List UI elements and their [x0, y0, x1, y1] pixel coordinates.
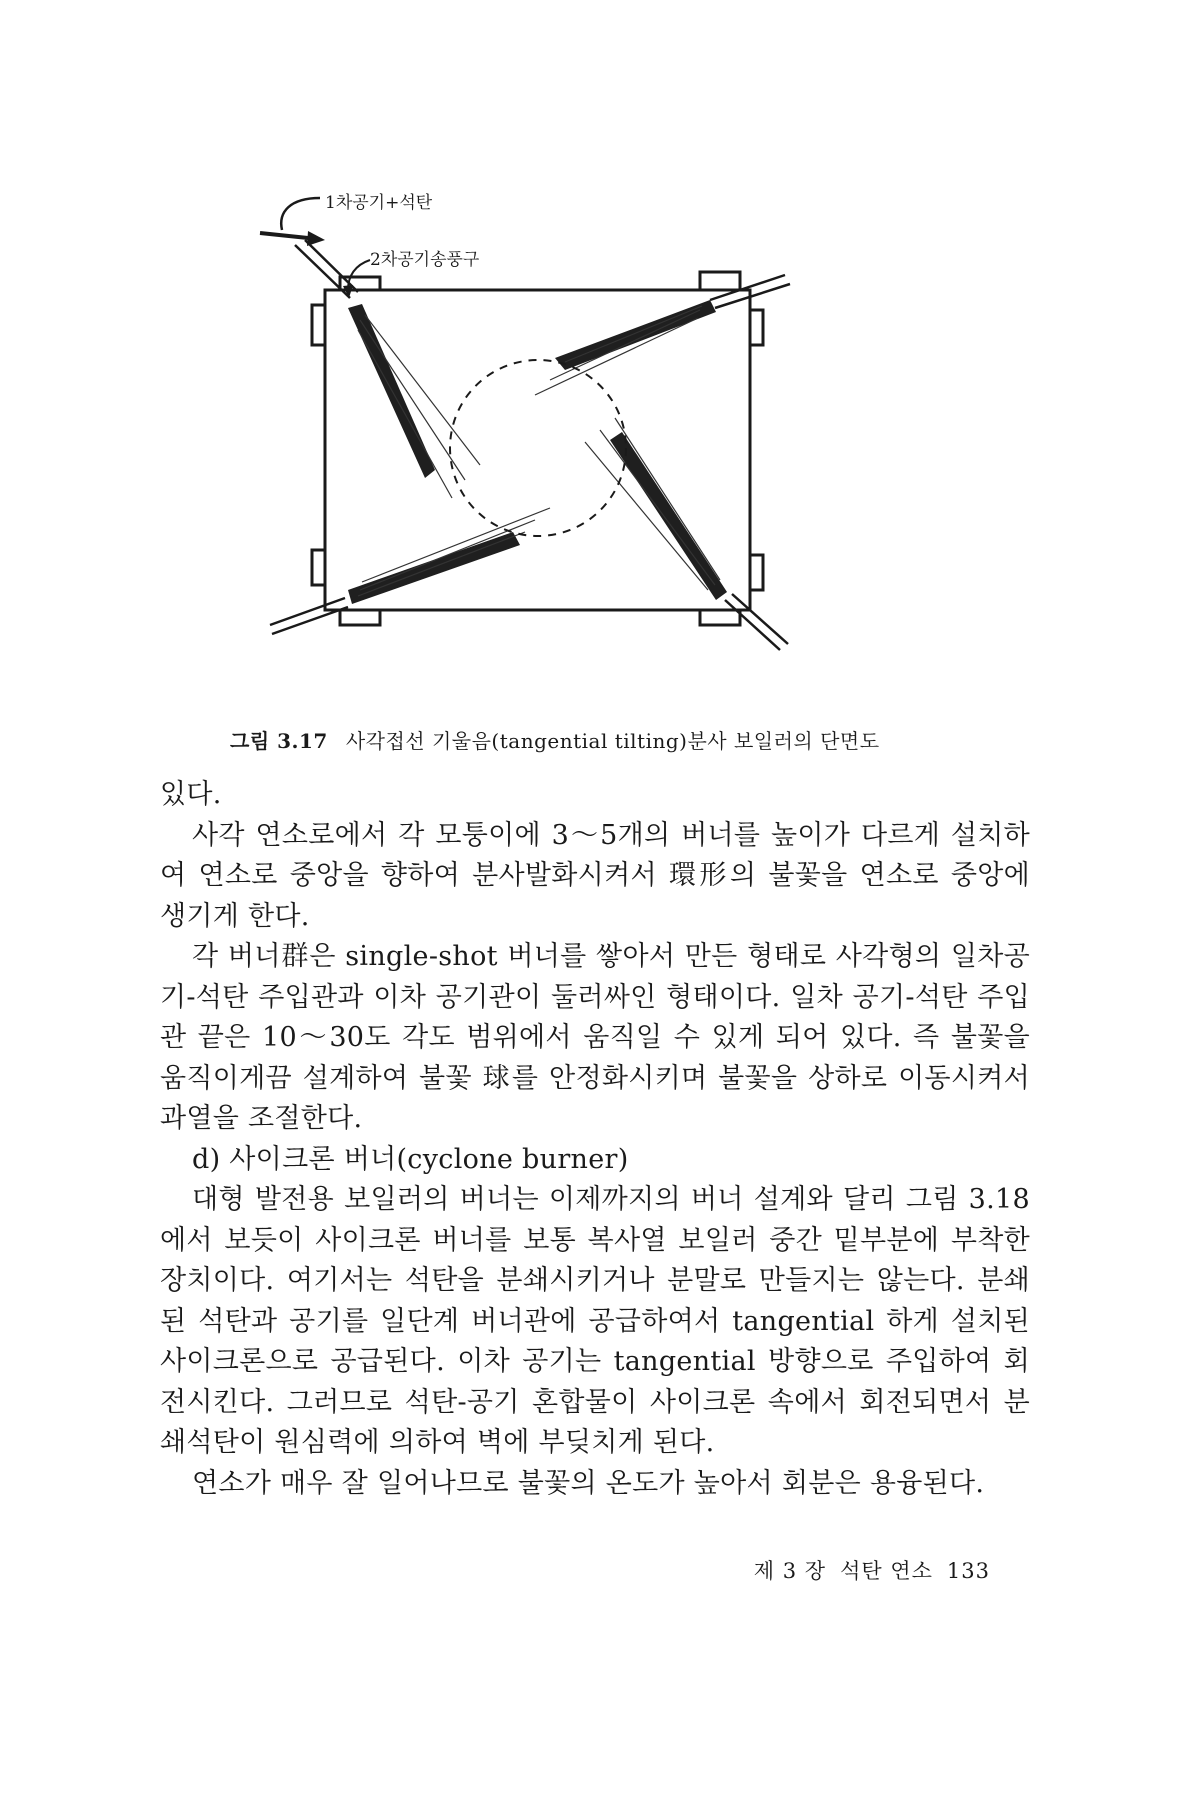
page-footer: [740, 1555, 990, 1585]
secondary-air-port-label: 2차공기송풍구: [370, 250, 480, 270]
burner-housing-bottom-right: [750, 555, 763, 590]
furnace-wall: [325, 290, 750, 610]
boiler-cross-section-figure: [230, 180, 930, 720]
curved-arrow-line: [281, 198, 320, 230]
nozzle-pipe-bottom-right: [725, 594, 788, 650]
page-number: 133: [946, 1559, 990, 1583]
flame-streaks: [358, 306, 720, 596]
burner-housing-bottom-left-b: [340, 610, 380, 625]
paragraph-ash-melting: 연소가 매우 잘 일어나므로 불꽃의 온도가 높아서 회분은 용융된다.: [192, 1467, 985, 1499]
footer-chapter: 제 3 장: [753, 1559, 827, 1583]
nozzle-pipe-bottom-left: [270, 598, 348, 634]
burner-housing-top-right: [700, 272, 740, 290]
footer-title: 석탄 연소: [840, 1559, 933, 1583]
burner-housing-top-left: [312, 305, 325, 345]
figure-caption-text: 사각접선 기울음(tangential tilting)분사 보일러의 단면도: [345, 729, 880, 753]
paragraph-burner-group: 각 버너群은 single-shot 버너를 쌓아서 만든 형태로 사각형의 일차공기-석탄 주입관과 이차 공기관이 둘러싸인 형태이다. 일차 공기-석탄 주입관 끝은 10～30도 각도 범위에서 움직일 수 있게 되어 있다. 즉 불꽃을 움직이게끔 설계하여 불꽃 球를 안정화시키며 불꽃을 상하로 이동시켜서 과열을 조절한다.: [160, 941, 1030, 1134]
paragraph-square-furnace: 사각 연소로에서 각 모퉁이에 3～5개의 버너를 높이가 다르게 설치하여 연소로 중앙을 향하여 분사발화시켜서 環形의 불꽃을 연소로 중앙에 생기게 한다.: [160, 819, 1030, 932]
paragraph-cyclone-description: 대형 발전용 보일러의 버너는 이제까지의 버너 설계와 달리 그림 3.18에서 보듯이 사이크론 버너를 보통 복사열 보일러 중간 밑부분에 부착한 장치이다. 여기서는 석탄을 분쇄시키거나 분말로 만들지는 않는다. 분쇄된 석탄과 공기를 일단계 버너관에 공급하여서 tangential 하게 설치된 사이크론으로 공급된다. 이차 공기는 tangential 방향으로 주입하여 회전시킨다. 그러므로 석탄-공기 혼합물이 사이크론 속에서 회전되면서 분쇄석탄이 원심력에 의하여 벽에 부딪치게 된다.: [160, 1184, 1030, 1458]
burner-housing-bottom-left: [312, 550, 325, 585]
boiler-diagram: [230, 180, 930, 720]
primary-air-coal-label: 1차공기+석탄: [325, 193, 433, 213]
figure-number: 그림 3.17: [230, 729, 328, 753]
arrow-shaft: [260, 233, 308, 238]
burner-housing-top-right-b: [750, 310, 763, 345]
figure-caption: [230, 725, 990, 754]
body-text: [160, 775, 1030, 1504]
flame-bottom-left: [348, 532, 520, 604]
fireball-ring: [450, 360, 626, 536]
burner-housing-bottom-right-b: [700, 610, 740, 625]
flame-bottom-right: [610, 432, 727, 600]
section-heading-cyclone-burner: d) 사이크론 버너(cyclone burner): [192, 1143, 629, 1175]
paragraph-continuation: 있다.: [160, 779, 222, 810]
